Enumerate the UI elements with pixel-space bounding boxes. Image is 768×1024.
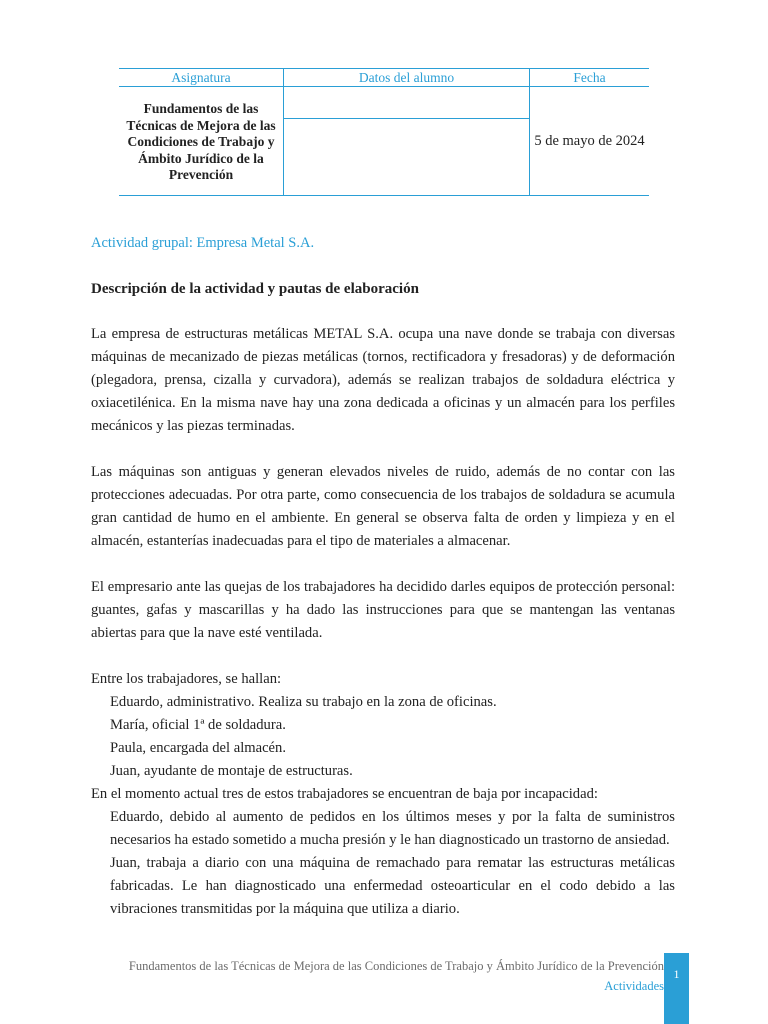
paragraph: Las máquinas son antiguas y generan elevados niveles de ruido, además de no contar con las protecciones adecuadas. Por otra parte, como consecuencia de los trabajos de soldadura se acumula gran cantidad de humo en el ambiente. En general se observa falta de orden y limpieza y en el almacén, estanterías inadecuadas para el tipo de materiales a almacenar. [91, 464, 675, 549]
list-item [91, 714, 675, 737]
list-item-text: Juan, ayudante de montaje de estructuras. [110, 763, 353, 779]
list-item [91, 737, 675, 760]
section-heading: Descripción de la actividad y pautas de elaboración [91, 281, 419, 297]
list-item [91, 760, 675, 783]
list-item-text: Eduardo, administrativo. Realiza su trabajo en la zona de oficinas. [110, 694, 497, 710]
list-item [91, 806, 675, 852]
activity-title: Actividad grupal: Empresa Metal S.A. [91, 235, 315, 251]
page-number: 1 [673, 967, 680, 981]
list-item [91, 852, 675, 921]
paragraph: La empresa de estructuras metálicas METAL S.A. ocupa una nave donde se trabaja con diversas máquinas de mecanizado de piezas metálicas (tornos, rectificadora y fresadoras) y de deformación (plegadora, prensa, cizalla y curvadora), además se realizan trabajos de soldadura eléctrica y oxiacetilénica. En la misma nave hay una zona dedicada a oficinas y un almacén para los perfiles mecánicos y las piezas terminadas. [91, 326, 675, 434]
col-student-header: Datos del alumno [284, 69, 530, 87]
header-table [119, 68, 649, 196]
workers-intro: Entre los trabajadores, se hallan: [91, 671, 282, 687]
col-date-header: Fecha [530, 69, 650, 87]
footer-doc-type: Actividades [604, 979, 664, 993]
sick-leave-intro: En el momento actual tres de estos trabajadores se encuentran de baja por incapacidad: [91, 786, 598, 802]
student-data-cell[interactable] [284, 119, 530, 196]
student-data-cell[interactable] [284, 87, 530, 119]
list-item [91, 691, 675, 714]
date-cell: 5 de mayo de 2024 [530, 87, 650, 196]
page-number-tab [664, 953, 689, 1024]
sick-leave-list [91, 806, 675, 921]
list-item-text: Paula, encargada del almacén. [110, 740, 286, 756]
col-subject-header: Asignatura [119, 69, 284, 87]
footer-course-title: Fundamentos de las Técnicas de Mejora de las Condiciones de Trabajo y Ámbito Jurídico de la Prevención [128, 959, 664, 973]
document-body [91, 323, 675, 921]
list-item-text: Eduardo, debido al aumento de pedidos en los últimos meses y por la falta de suministros necesarios ha estado sometido a mucha presión y le han diagnosticado un trastorno de ansiedad. [110, 809, 675, 848]
subject-cell: Fundamentos de las Técnicas de Mejora de las Condiciones de Trabajo y Ámbito Jurídico de la Prevención [119, 87, 284, 196]
list-item-text: Juan, trabaja a diario con una máquina de remachado para rematar las estructuras metálicas fabricadas. Le han diagnosticado una enfermedad osteoarticular en el codo debido a las vibraciones transmitidas por la máquina que utiliza a diario. [110, 855, 675, 917]
workers-list [91, 691, 675, 783]
list-item-text: María, oficial 1ª de soldadura. [110, 717, 286, 733]
paragraph: El empresario ante las quejas de los trabajadores ha decidido darles equipos de protección personal: guantes, gafas y mascarillas y ha dado las instrucciones para que se mantengan las ventanas abiertas para que la nave esté ventilada. [91, 579, 675, 641]
